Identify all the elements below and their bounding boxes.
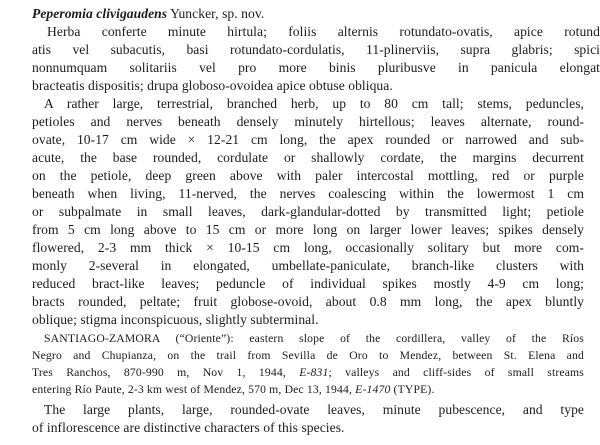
collection-number: E-1470 [355,383,391,396]
description-line: petioles and nerves beneath densely minutely hirtellous; leaves alternate, round- [32,114,584,129]
description-line: flowered, 2-3 mm thick × 10-15 cm long, occasionally solitary but more com- [32,240,584,255]
collection-number: E-831 [299,366,329,379]
species-author: Yuncker, sp. nov. [167,6,265,21]
specimen-text: Tres Ranchos, 870-990 m, Nov 1, 1944, [32,366,300,379]
specimen-line [32,365,584,381]
description-line: monly 2-several in elongated, umbellate-paniculate, branch-like clusters with [32,258,584,273]
description-line: beneath when living, 11-nerved, the nerves coalescing within the lowermost 1 cm [32,186,584,201]
description-line: reduced bract-like leaves; peduncle of individual spikes mostly 4-9 cm long; [32,276,584,291]
specimen-line [44,331,584,347]
specimen-line [32,382,600,398]
specimen-text: entering Río Paute, 2-3 km west of Mendez, 570 m, Dec 13, 1944, [32,383,356,396]
specimen-text: (TYPE). [390,383,435,396]
description-line: acute, the base rounded, cordulate or shallowly cordate, the margins decurrent [32,150,584,165]
remarks-line: The large plants, large, rounded-ovate leaves, minute pubescence, and type [44,402,584,417]
latin-line: nonnumquam solitariis vel pro more binis pluribusve in panicula elongat [32,60,600,75]
specimen-line [32,348,584,364]
description-line: oblique; stigma inconspicuous, slightly subterminal. [32,312,319,327]
description-line: ovate, 10-17 cm wide × 12-21 cm long, the apex rounded or narrowed and sub- [32,132,584,147]
description-line: A rather large, terrestrial, branched herb, up to 80 cm tall; stems, peduncles, [44,96,584,111]
description-line: from 5 cm long above to 15 cm or more long on larger lower leaves; spikes densely [32,222,584,237]
specimen-text: SANTIAGO-ZAMORA (“Oriente”): eastern slope of the cordillera, valley of the Ríos [44,332,584,345]
description-line: bracts rounded, peltate; fruit globose-ovoid, about 0.8 mm long, the apex bluntly [32,294,584,309]
latin-line: atis vel subacutis, basi rotundato-cordulatis, 11-plinerviis, supra glabris; spici [32,42,600,57]
description-line: or subpalmate in small leaves, dark-glandular-dotted by transmitted light; petiole [32,204,584,219]
description-line: on the petiole, deep green above with paler intercostal mottling, red or purple [32,168,584,183]
latin-line: Herba conferte minute hirtula; foliis alternis rotundato-ovatis, apice rotund [47,24,600,39]
species-heading [32,6,600,22]
remarks-line: of inflorescence are distinctive characters of this species. [32,420,345,435]
latin-line: bracteatis dispositis; drupa globoso-ovoidea apice obtuse obliqua. [32,78,393,93]
specimen-text: Negro and Chupianza, on the trail from Sevilla de Oro to Mendez, between St. Elena and [32,349,584,362]
specimen-text: ; valleys and cliff-sides of small streams [328,366,584,379]
species-name: Peperomia clivigaudens [32,6,168,21]
